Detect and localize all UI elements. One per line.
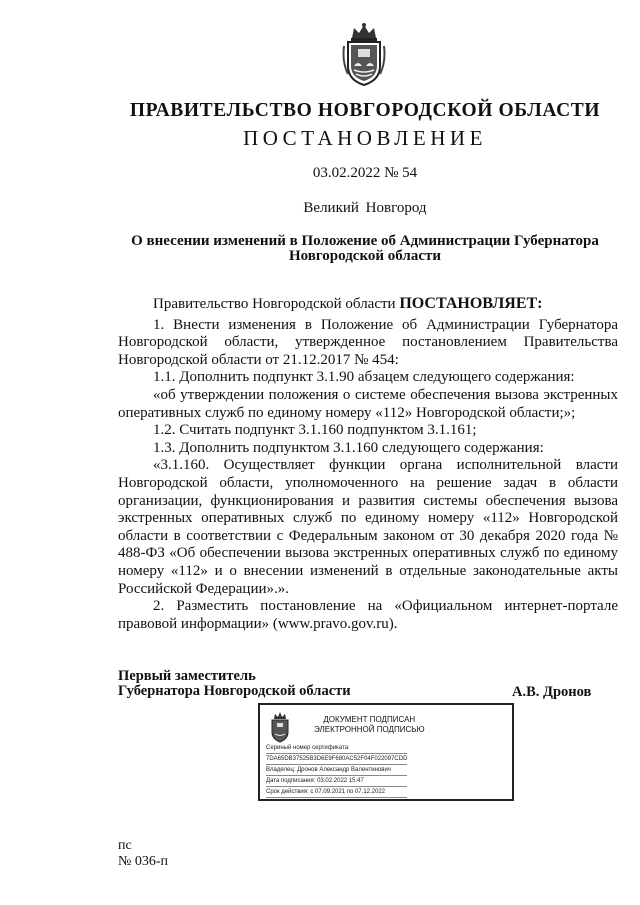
- footer-number: № 036-п: [118, 854, 169, 869]
- stamp-details: [266, 743, 407, 798]
- paragraph-1-2: 1.2. Считать подпункт 3.1.160 подпунктом 3.1.161;: [153, 422, 477, 439]
- validity-period: Срок действия: с 07.09.2021 по 07.12.2022: [266, 787, 407, 798]
- signed-date: Дата подписания: 03.02.2022 15:47: [266, 776, 407, 787]
- city: Великий Новгород: [303, 200, 427, 216]
- document-footer: [118, 838, 168, 870]
- position-line-2: Губернатора Новгородской области: [118, 683, 351, 699]
- stamp-emblem-icon: [268, 711, 292, 743]
- signatory-name: А.В. Дронов: [512, 684, 592, 700]
- position-line-1: Первый заместитель: [118, 668, 256, 684]
- paragraph-1-3-text: «3.1.160. Осуществляет функции органа исполнительной власти Новгородской области, уполномоченного на решение задач в области организации, функционирования и развития системы обеспечения вызова экстренных оперативных служб по единому номеру «112» Новгородской области в соответствии с Федеральным законом от 30 декабря 2020 года № 488-ФЗ «Об обеспечении вызова экстренных оперативных служб по единому номеру «112» и о внесении изменений в отдельные законодательные акты Российской Федерации».».: [118, 457, 618, 597]
- paragraph-1-3: 1.3. Дополнить подпунктом 3.1.160 следующего содержания:: [153, 439, 544, 456]
- coat-of-arms-icon: [340, 22, 388, 88]
- intro-text: Правительство Новгородской области: [153, 296, 400, 312]
- signatory-position: [118, 669, 351, 699]
- footer-initials: пс: [118, 838, 132, 853]
- date-number: 03.02.2022 № 54: [312, 165, 418, 181]
- intro-decree-word: ПОСТАНОВЛЯЕТ:: [399, 295, 543, 312]
- subject-line-1: О внесении изменений в Положение об Администрации Губернатора: [131, 233, 599, 249]
- paragraph-1-1: 1.1. Дополнить подпункт 3.1.90 абзацем следующего содержания:: [153, 369, 575, 386]
- document-type: ПОСТАНОВЛЕНИЕ: [243, 126, 487, 150]
- electronic-signature-stamp: [258, 703, 514, 801]
- paragraph-1-1-text: «об утверждении положения о системе обеспечения вызова экстренных оперативных служб по единому номеру «112» Новгородской области;»;: [118, 386, 618, 421]
- cert-number: 7DA65DB37525B3D6E9F680AC52F04F022097CDD: [266, 754, 407, 765]
- stamp-title-1: ДОКУМЕНТ ПОДПИСАН: [323, 715, 416, 724]
- government-title: ПРАВИТЕЛЬСТВО НОВГОРОДСКОЙ ОБЛАСТИ: [129, 100, 601, 121]
- cert-owner: Владелец: Дронов Александр Валентинович: [266, 765, 407, 776]
- cert-label: Сериный номер сертификата:: [266, 743, 407, 754]
- stamp-title-2: ЭЛЕКТРОННОЙ ПОДПИСЬЮ: [314, 725, 425, 734]
- intro-paragraph: [118, 295, 618, 314]
- paragraph-2: 2. Разместить постановление на «Официальном интернет-портале правовой информации» (www.pravo.gov.ru).: [118, 598, 618, 632]
- stamp-heading: [314, 715, 425, 735]
- paragraph-1: 1. Внести изменения в Положение об Администрации Губернатора Новгородской области, утвержденное постановлением Правительства Новгородской области от 21.12.2017 № 454:: [118, 316, 618, 368]
- document-body: [118, 295, 618, 633]
- subject-line-2: Новгородской области: [288, 248, 442, 264]
- document-subject: [118, 234, 612, 264]
